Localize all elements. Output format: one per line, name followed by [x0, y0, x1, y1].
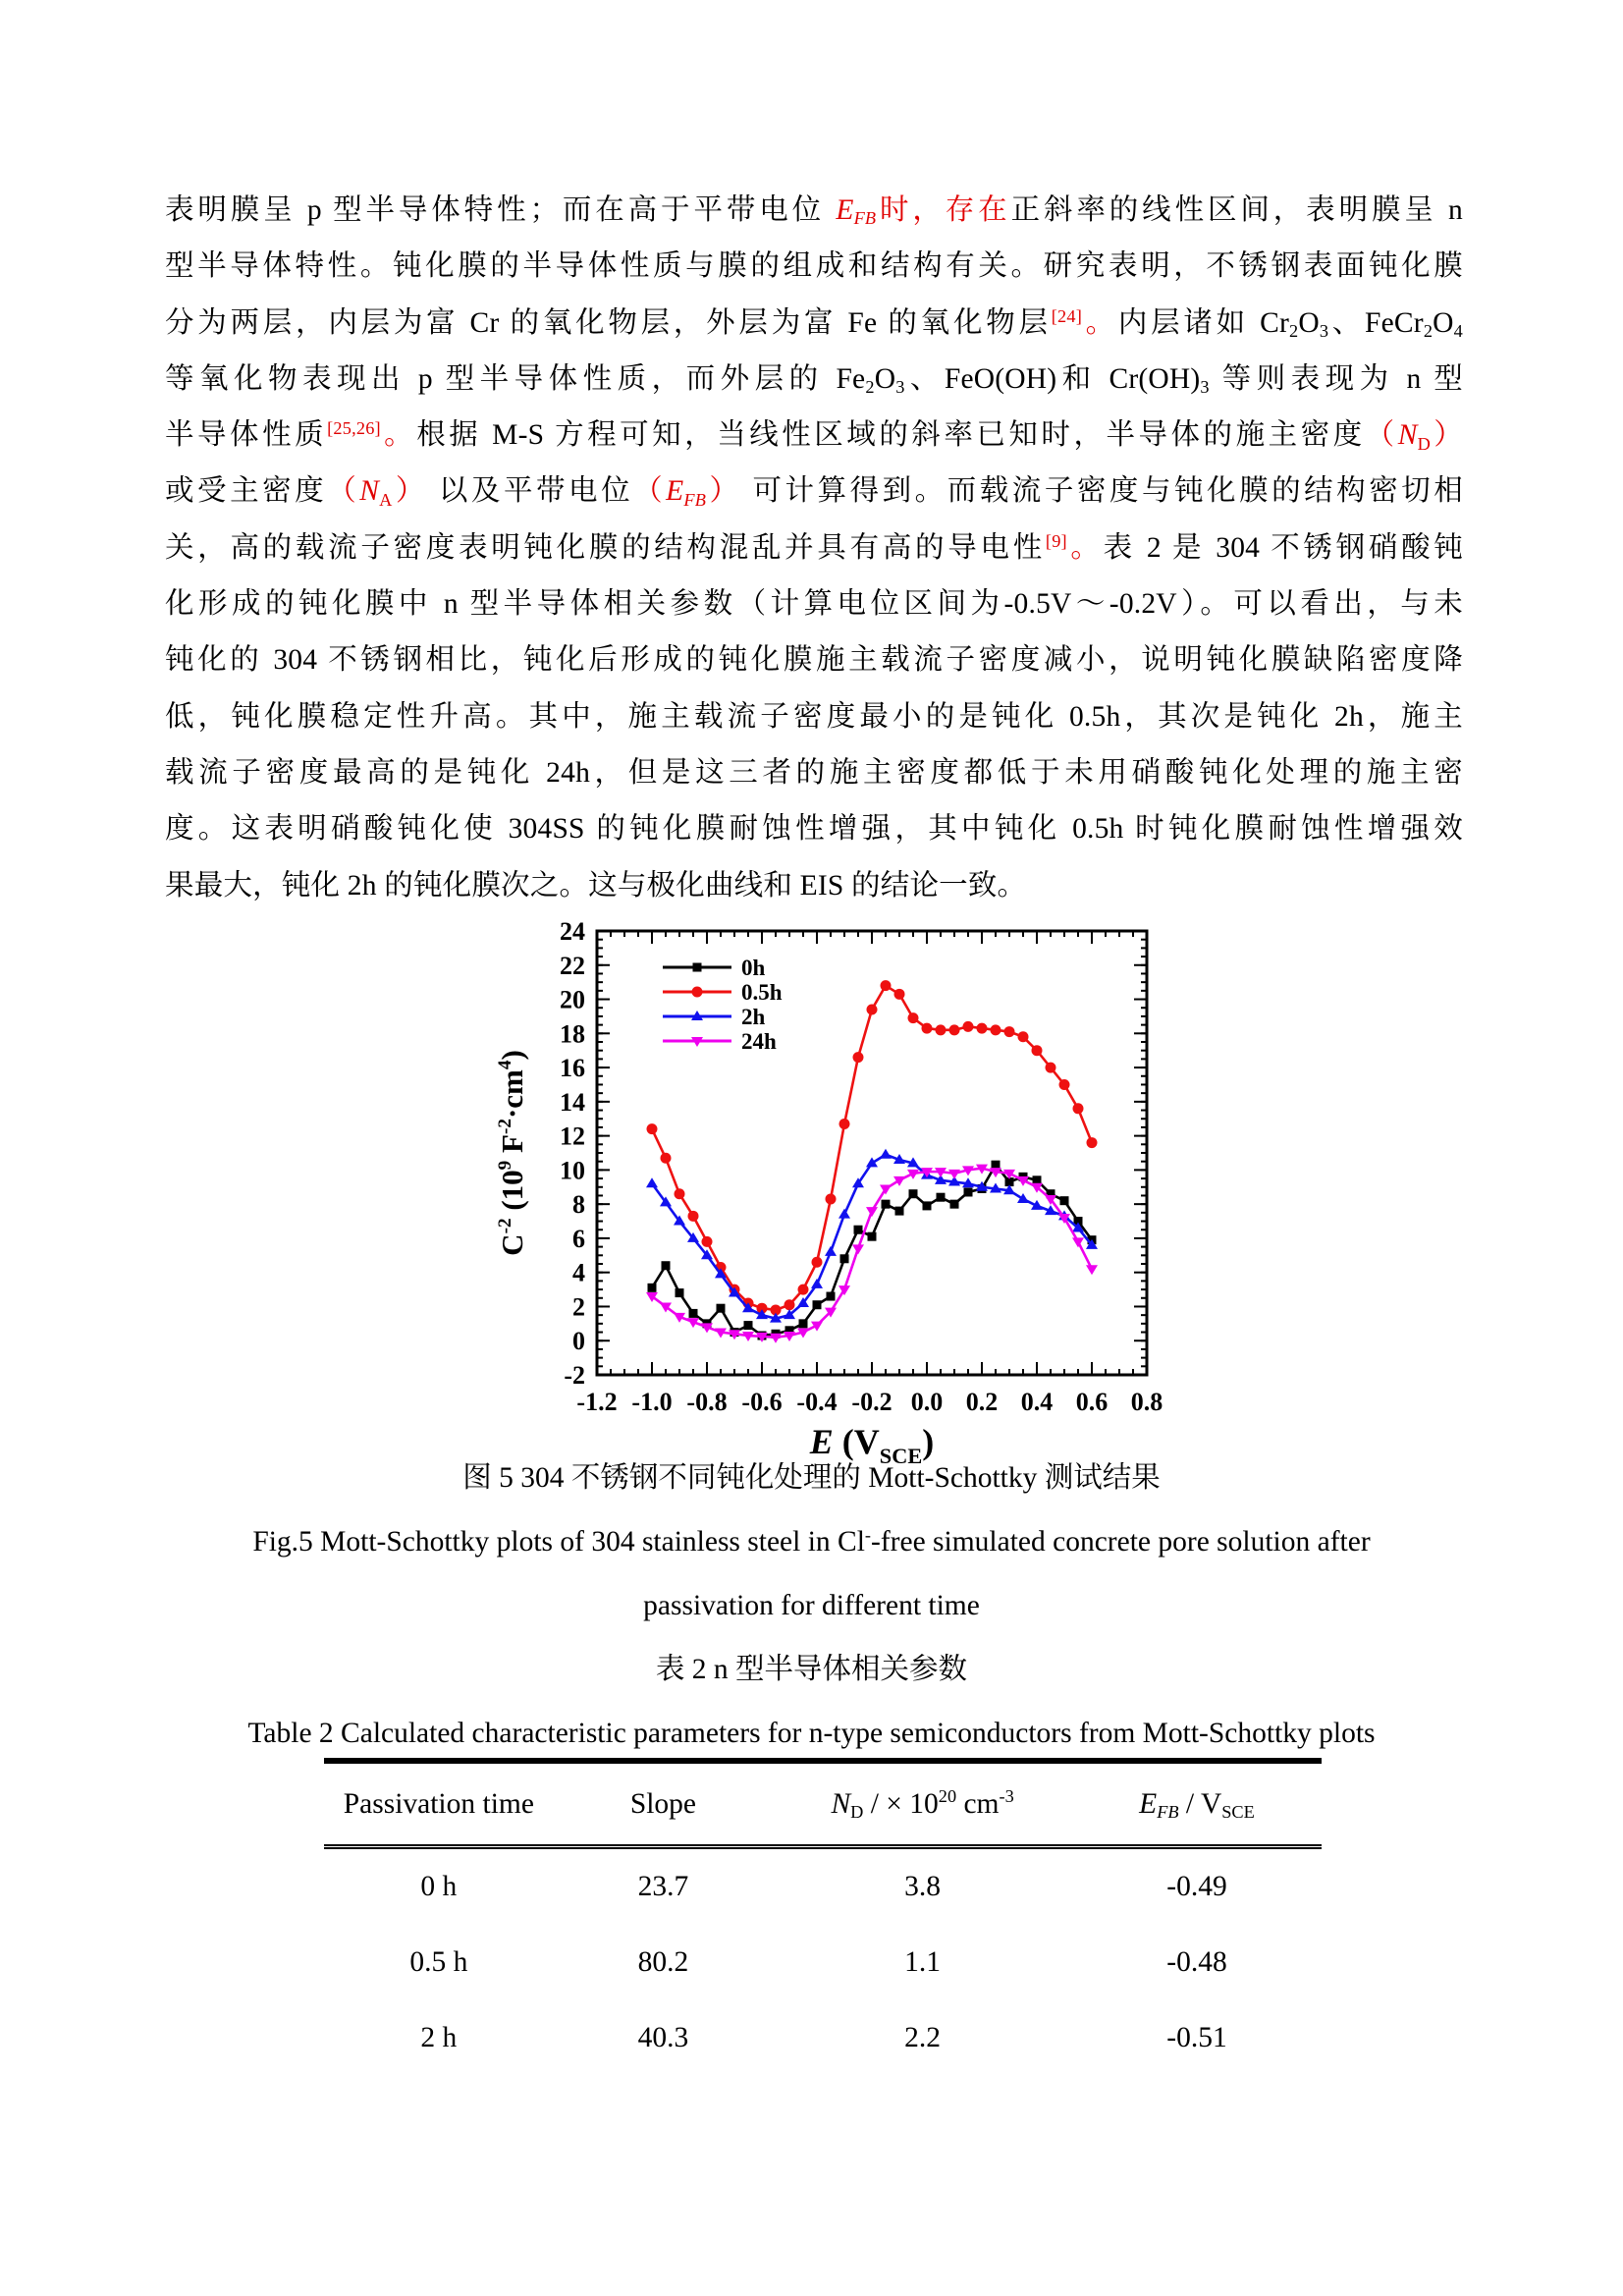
data-point-marker	[1017, 1193, 1029, 1203]
x-tick-label: 0.0	[910, 1388, 944, 1416]
plot-frame	[597, 931, 1147, 1375]
x-tick-labels	[576, 1388, 1163, 1416]
data-point-marker	[662, 1261, 671, 1270]
data-point-marker	[1073, 1103, 1084, 1114]
x-tick-label: -0.4	[796, 1388, 838, 1416]
y-tick-label: 6	[572, 1224, 585, 1253]
y-tick-labels	[560, 917, 585, 1390]
data-point-marker	[744, 1321, 753, 1330]
text-segment: FB	[853, 208, 877, 229]
data-point-marker	[908, 1012, 919, 1023]
text-segment: -	[864, 1524, 872, 1545]
data-point-marker	[784, 1299, 795, 1310]
x-tick-label: 0.6	[1075, 1388, 1109, 1416]
data-point-marker	[661, 1153, 672, 1164]
paragraph-line	[165, 632, 1463, 688]
text-segment: （	[1365, 419, 1398, 452]
y-tick-label: 22	[560, 951, 585, 980]
text-segment: [25,26]	[327, 418, 381, 439]
legend-label: 2h	[741, 1005, 766, 1029]
text-segment: 2	[1423, 321, 1434, 342]
data-point-marker	[812, 1257, 823, 1268]
y-tick-label: 4	[572, 1258, 585, 1287]
paragraph-line	[165, 689, 1463, 745]
text-segment: ）	[392, 475, 428, 508]
table-cell: 1.1	[904, 1946, 942, 1978]
table-cell: 23.7	[637, 1871, 689, 1902]
text-segment: N	[359, 475, 380, 508]
data-point-marker	[894, 989, 905, 1000]
data-point-marker	[675, 1188, 685, 1199]
text-segment: 度。这表明硝酸钝化使 304SS 的钝化膜耐蚀性增强，其中钝化 0.5h 时钝化膜耐蚀性增强效	[165, 813, 1463, 846]
data-point-marker	[827, 1292, 836, 1301]
data-point-marker	[866, 1207, 878, 1217]
text-segment: E	[1139, 1787, 1158, 1820]
data-point-marker	[1046, 1063, 1056, 1073]
y-tick-label: 16	[560, 1054, 585, 1083]
x-tick-label: -1.2	[576, 1388, 618, 1416]
text-segment: SCE	[1221, 1801, 1255, 1822]
text-segment: E	[666, 475, 684, 508]
y-tick-label: 2	[572, 1292, 585, 1322]
text-segment: cm	[956, 1787, 1000, 1820]
text-segment: 载流子密度最高的是钝化 24h，但是这三者的施主密度都低于未用硝酸钝化处理的施主密	[165, 756, 1463, 789]
data-point-marker	[964, 1187, 973, 1196]
data-point-marker	[717, 1304, 726, 1313]
table-row	[324, 1925, 1322, 2000]
text-segment: 。	[1082, 306, 1118, 339]
x-tick-label: -1.0	[631, 1388, 673, 1416]
data-point-marker	[813, 1300, 822, 1309]
table-header-cell	[773, 1788, 1072, 1821]
paragraph-line	[165, 239, 1463, 295]
paragraph-line	[165, 576, 1463, 632]
x-tick-label: 0.4	[1020, 1388, 1054, 1416]
y-tick-label: 0	[572, 1327, 585, 1356]
data-point-marker	[950, 1200, 959, 1209]
data-point-marker	[648, 1284, 657, 1292]
data-point-marker	[1032, 1045, 1043, 1056]
data-point-marker	[798, 1285, 809, 1295]
table-cell: -0.49	[1166, 1871, 1227, 1902]
table-cell: 3.8	[904, 1871, 942, 1902]
data-point-marker	[963, 1021, 974, 1032]
data-point-marker	[1087, 1137, 1098, 1148]
table-caption-cn: 表 2 n 型半导体相关参数	[655, 1654, 968, 1685]
text-segment: FB	[683, 489, 707, 510]
table-cell: 40.3	[637, 2022, 689, 2053]
data-point-marker	[826, 1193, 837, 1204]
table-cell: 0.5 h	[409, 1946, 468, 1978]
x-tick-label: -0.2	[851, 1388, 893, 1416]
paragraph-line	[165, 464, 1463, 519]
text-segment: （	[327, 475, 360, 508]
text-segment: N	[1397, 419, 1418, 452]
paragraph-line	[165, 801, 1463, 857]
text-segment: 、FeO(OH)和 Cr(OH)	[904, 362, 1201, 395]
text-segment: / × 10	[863, 1787, 939, 1820]
text-segment: D	[850, 1801, 864, 1822]
data-point-marker	[702, 1236, 713, 1247]
table-row	[324, 1849, 1322, 1925]
x-tick-label: 0.2	[965, 1388, 999, 1416]
body-paragraph	[165, 183, 1463, 914]
table-caption-en: Table 2 Calculated characteristic parameters for n-type semiconductors from Mott-Schottky plots	[247, 1718, 1376, 1749]
data-point-marker	[977, 1023, 988, 1034]
data-point-marker	[866, 1157, 878, 1167]
figure-caption-en-line1	[0, 1521, 1623, 1565]
text-segment: O	[1298, 306, 1320, 339]
text-segment: 以及平带电位	[427, 475, 634, 508]
data-point-marker	[882, 1200, 891, 1209]
text-segment: D	[1417, 433, 1431, 454]
text-segment: 3	[1319, 321, 1329, 342]
data-point-marker	[839, 1209, 850, 1219]
text-segment: E	[836, 194, 854, 226]
table-cell: -0.51	[1166, 2022, 1227, 2053]
text-segment: 正斜率的线性区间，表明膜呈 n	[1010, 194, 1463, 226]
figure-caption-en-line2: passivation for different time	[643, 1590, 980, 1621]
table-cell: 80.2	[637, 1946, 689, 1978]
text-segment: / V	[1178, 1787, 1222, 1820]
data-point-marker	[1060, 1196, 1069, 1205]
text-segment: -3	[999, 1786, 1014, 1807]
y-tick-label: 20	[560, 985, 585, 1014]
text-segment: 半导体性质	[165, 419, 328, 452]
data-point-marker	[647, 1123, 658, 1134]
text-segment: 或受主密度	[165, 475, 328, 508]
y-tick-label: 10	[560, 1156, 585, 1185]
data-point-marker	[881, 980, 892, 991]
text-segment: 钝化的 304 不锈钢相比，钝化后形成的钝化膜施主载流子密度减小，说明钝化膜缺陷密度降	[165, 644, 1463, 677]
legend-label: 0.5h	[741, 980, 783, 1005]
paragraph-line	[165, 858, 1463, 914]
text-segment: ）	[706, 475, 742, 508]
data-point-marker	[922, 1023, 933, 1034]
data-point-marker	[909, 1189, 918, 1198]
table-header-cell	[554, 1788, 774, 1821]
data-point-marker	[692, 987, 703, 998]
y-tick-label: -2	[564, 1361, 585, 1390]
data-point-marker	[646, 1177, 658, 1187]
text-segment: 低，钝化膜稳定性升高。其中，施主载流子密度最小的是钝化 0.5h，其次是钝化 2h，施主	[165, 700, 1463, 733]
data-point-marker	[811, 1279, 823, 1288]
data-point-marker	[948, 1170, 960, 1179]
text-segment: 表 2 是 304 不锈钢硝酸钝	[1103, 531, 1464, 564]
data-point-marker	[867, 1004, 878, 1014]
data-point-marker	[853, 1052, 864, 1063]
text-segment: O	[1433, 306, 1454, 339]
series-0h	[648, 1161, 1097, 1340]
text-segment: FB	[1157, 1801, 1179, 1822]
text-segment: [9]	[1045, 530, 1067, 551]
y-tick-label: 12	[560, 1121, 585, 1151]
data-point-marker	[1018, 1031, 1029, 1042]
data-point-marker	[693, 963, 702, 972]
paragraph-line	[165, 745, 1463, 801]
paragraph-line	[165, 296, 1463, 352]
table-row	[324, 2000, 1322, 2076]
text-segment: 等则表现为 n 型	[1209, 362, 1463, 395]
text-segment: Fig.5 Mott-Schottky plots of 304 stainless steel in Cl	[252, 1526, 865, 1558]
table-cell: 0 h	[420, 1871, 458, 1902]
text-segment: ）	[1430, 419, 1464, 452]
y-tick-label: 14	[560, 1087, 585, 1117]
x-tick-label: -0.8	[686, 1388, 728, 1416]
text-segment: 根据 M-S 方程可知，当线性区域的斜率已知时，半导体的施主密度	[416, 419, 1366, 452]
text-segment: -free simulated concrete pore solution after	[871, 1526, 1371, 1558]
x-tick-label: 0.8	[1130, 1388, 1163, 1416]
y-tick-label: 18	[560, 1019, 585, 1049]
data-point-marker	[936, 1024, 947, 1035]
data-point-marker	[895, 1207, 904, 1216]
data-point-marker	[991, 1024, 1001, 1035]
table-cell: 2.2	[904, 2022, 942, 2053]
y-tick-label: 8	[572, 1190, 585, 1220]
x-axis-label: E $(V_{SCE})$	[809, 1422, 935, 1469]
data-point-marker	[689, 1309, 698, 1318]
parameters-table	[324, 1758, 1322, 2076]
data-point-marker	[825, 1246, 837, 1256]
axis-ticks	[597, 931, 1147, 1375]
data-point-marker	[1059, 1079, 1070, 1090]
figure-caption-cn: 图 5 304 不锈钢不同钝化处理的 Mott-Schottky 测试结果	[462, 1462, 1161, 1494]
data-point-marker	[949, 1024, 960, 1035]
text-segment: 时，存在	[876, 194, 1011, 226]
text-segment: 、FeCr	[1328, 306, 1424, 339]
text-segment: O	[874, 362, 896, 395]
data-point-marker	[854, 1226, 863, 1234]
paragraph-line	[165, 183, 1463, 239]
legend-label: 24h	[741, 1029, 777, 1054]
data-point-marker	[688, 1211, 699, 1222]
table-header-cell	[324, 1788, 554, 1821]
data-point-marker	[799, 1319, 808, 1328]
mott-schottky-figure	[452, 915, 1247, 1475]
text-segment: （	[633, 475, 667, 508]
text-segment: Slope	[629, 1787, 697, 1820]
paragraph-line	[165, 352, 1463, 408]
mott-schottky-chart	[452, 915, 1247, 1475]
text-segment: A	[379, 489, 393, 510]
text-segment: 果最大，钝化 2h 的钝化膜次之。这与极化曲线和 EIS 的结论一致。	[165, 869, 1027, 902]
data-point-marker	[880, 1149, 892, 1159]
data-point-marker	[923, 1201, 932, 1210]
data-point-marker	[676, 1288, 684, 1297]
paragraph-line	[165, 408, 1463, 464]
text-segment: 内层诸如 Cr	[1117, 306, 1289, 339]
data-point-marker	[840, 1254, 849, 1263]
data-point-marker	[937, 1193, 946, 1202]
y-axis-label: $C^{-2}$ ($10^9$ $F^{-2}\cdot cm^4$)	[495, 1050, 529, 1256]
data-point-marker	[1004, 1026, 1015, 1037]
table-header-row	[324, 1764, 1322, 1849]
legend-label: 0h	[741, 956, 766, 980]
text-segment: 2	[865, 377, 875, 398]
text-segment: Passivation time	[343, 1787, 534, 1820]
table-cell: 2 h	[420, 2022, 458, 2053]
data-point-marker	[852, 1244, 864, 1254]
text-segment: 2	[1288, 321, 1299, 342]
text-segment: 。	[1066, 531, 1104, 564]
text-segment: 可计算得到。而载流子密度与钝化膜的结构密切相	[741, 475, 1464, 508]
table-header-cell	[1072, 1788, 1322, 1821]
text-segment: 3	[895, 377, 905, 398]
text-segment: N	[831, 1787, 851, 1820]
text-segment: 化形成的钝化膜中 n 型半导体相关参数（计算电位区间为-0.5V～-0.2V）。可以看出，与未	[165, 588, 1463, 621]
text-segment: 20	[938, 1786, 957, 1807]
text-segment: 4	[1453, 321, 1464, 342]
data-point-marker	[893, 1176, 905, 1186]
text-segment: 表明膜呈 p 型半导体特性；而在高于平带电位	[165, 194, 837, 226]
text-segment: 型半导体特性。钝化膜的半导体性质与膜的组成和结构有关。研究表明，不锈钢表面钝化膜	[165, 250, 1463, 283]
text-segment: [24]	[1051, 305, 1083, 326]
text-segment: 关，高的载流子密度表明钝化膜的结构混乱并具有高的导电性	[165, 531, 1046, 564]
x-tick-label: -0.6	[741, 1388, 783, 1416]
text-segment: 。	[380, 419, 417, 452]
data-point-marker	[868, 1232, 877, 1241]
text-segment: 分为两层，内层为富 Cr 的氧化物层，外层为富 Fe 的氧化物层	[165, 306, 1052, 339]
y-tick-label: 24	[560, 917, 585, 946]
data-point-marker	[1086, 1265, 1098, 1275]
data-point-marker	[1072, 1237, 1084, 1247]
paragraph-line	[165, 520, 1463, 576]
chart-legend	[663, 956, 783, 1054]
table-cell: -0.48	[1166, 1946, 1227, 1978]
text-segment: 3	[1200, 377, 1210, 398]
data-point-marker	[839, 1119, 850, 1129]
text-segment: 等氧化物表现出 p 型半导体性质，而外层的 Fe	[165, 362, 866, 395]
